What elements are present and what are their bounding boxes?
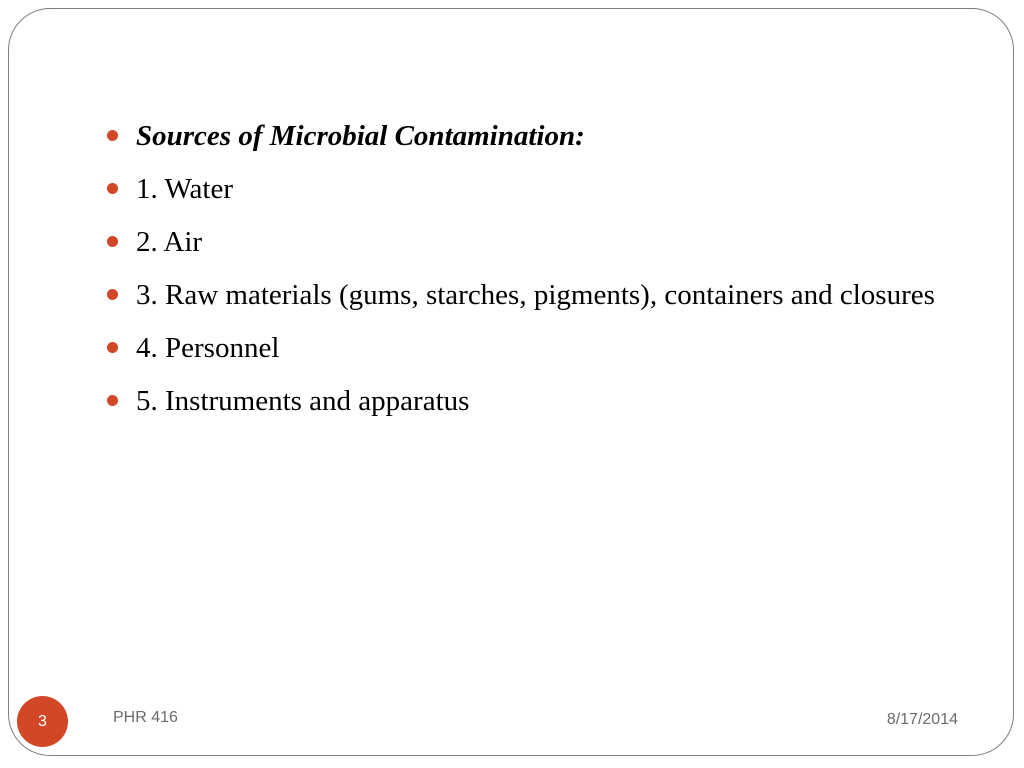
bullet-text: 5. Instruments and apparatus bbox=[136, 385, 470, 417]
bullet-text: 2. Air bbox=[136, 226, 203, 258]
bullet-item bbox=[106, 273, 966, 317]
bullet-item bbox=[106, 167, 966, 211]
bullet-text: Sources of Microbial Contamination: bbox=[136, 120, 585, 152]
bullet-dot-icon bbox=[107, 183, 118, 194]
bullet-heading bbox=[106, 114, 966, 158]
bullet-dot-icon bbox=[107, 236, 118, 247]
bullet-dot-icon bbox=[107, 289, 118, 300]
bullet-list bbox=[106, 114, 966, 432]
bullet-dot-icon bbox=[107, 395, 118, 406]
footer-course: PHR 416 bbox=[113, 709, 178, 726]
footer-date: 8/17/2014 bbox=[886, 711, 958, 728]
bullet-item bbox=[106, 326, 966, 370]
slide-number: 3 bbox=[17, 696, 68, 747]
bullet-item bbox=[106, 220, 966, 264]
bullet-dot-icon bbox=[107, 130, 118, 141]
bullet-text: 1. Water bbox=[136, 173, 233, 205]
bullet-text: 4. Personnel bbox=[136, 332, 280, 364]
bullet-text: 3. Raw materials (gums, starches, pigments), containers and closures bbox=[136, 279, 935, 311]
bullet-dot-icon bbox=[107, 342, 118, 353]
bullet-item bbox=[106, 379, 966, 423]
